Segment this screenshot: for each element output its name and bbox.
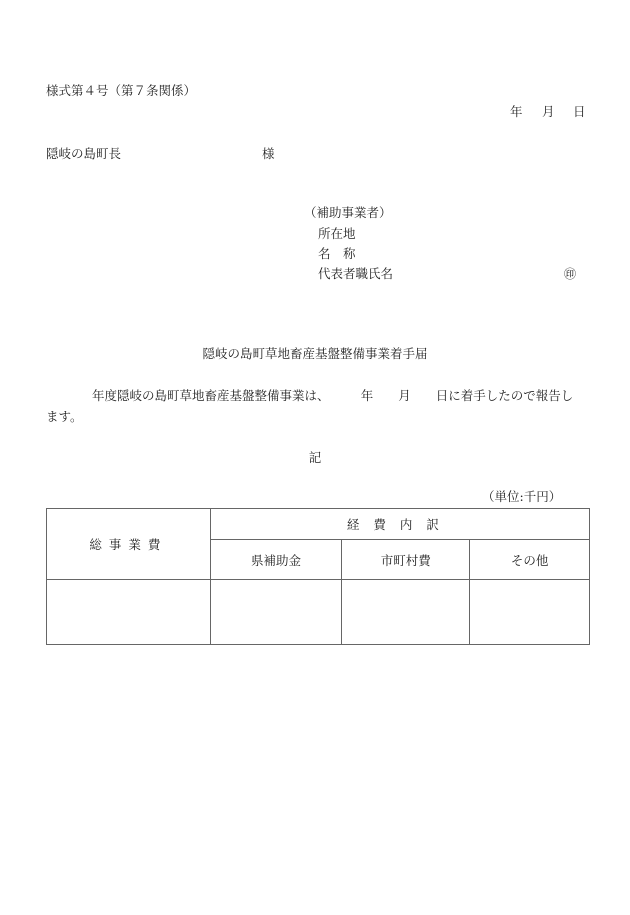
date-month-label: 月 <box>542 104 555 119</box>
municipal-cost-header: 市町村費 <box>342 540 470 580</box>
total-cost-header: 総事業費 <box>47 509 211 580</box>
applicant-heading: （補助事業者） <box>304 205 392 220</box>
addressee-honorific: 様 <box>262 146 275 161</box>
date-year-label: 年 <box>510 104 523 119</box>
ki-heading: 記 <box>308 450 322 465</box>
breakdown-header: 経費内訳 <box>210 509 589 540</box>
unit-label: （単位:千円） <box>482 489 562 504</box>
addressee-name: 隠岐の島町長 <box>46 146 122 161</box>
total-cost-cell[interactable] <box>47 580 211 645</box>
prefecture-subsidy-header: 県補助金 <box>210 540 342 580</box>
representative-label: 代表者職氏名 <box>318 266 394 281</box>
body-text-line2: ます。 <box>46 409 83 424</box>
prefecture-subsidy-cell[interactable] <box>210 580 342 645</box>
municipal-cost-cell[interactable] <box>342 580 470 645</box>
document-title: 隠岐の島町草地畜産基盤整備事業着手届 <box>202 346 428 361</box>
other-header: その他 <box>470 540 590 580</box>
table-row <box>47 580 590 645</box>
cost-table <box>46 508 590 645</box>
form-number: 様式第４号（第７条関係） <box>46 83 197 98</box>
body-text-line1: 年度隠岐の島町草地畜産基盤整備事業は、 年 月 日に着手したので報告し <box>92 388 574 403</box>
date-day-label: 日 <box>573 104 586 119</box>
seal-mark-icon: ㊞ <box>564 267 577 281</box>
address-label: 所在地 <box>318 226 356 241</box>
name-label: 名 称 <box>318 246 356 261</box>
other-cell[interactable] <box>470 580 590 645</box>
